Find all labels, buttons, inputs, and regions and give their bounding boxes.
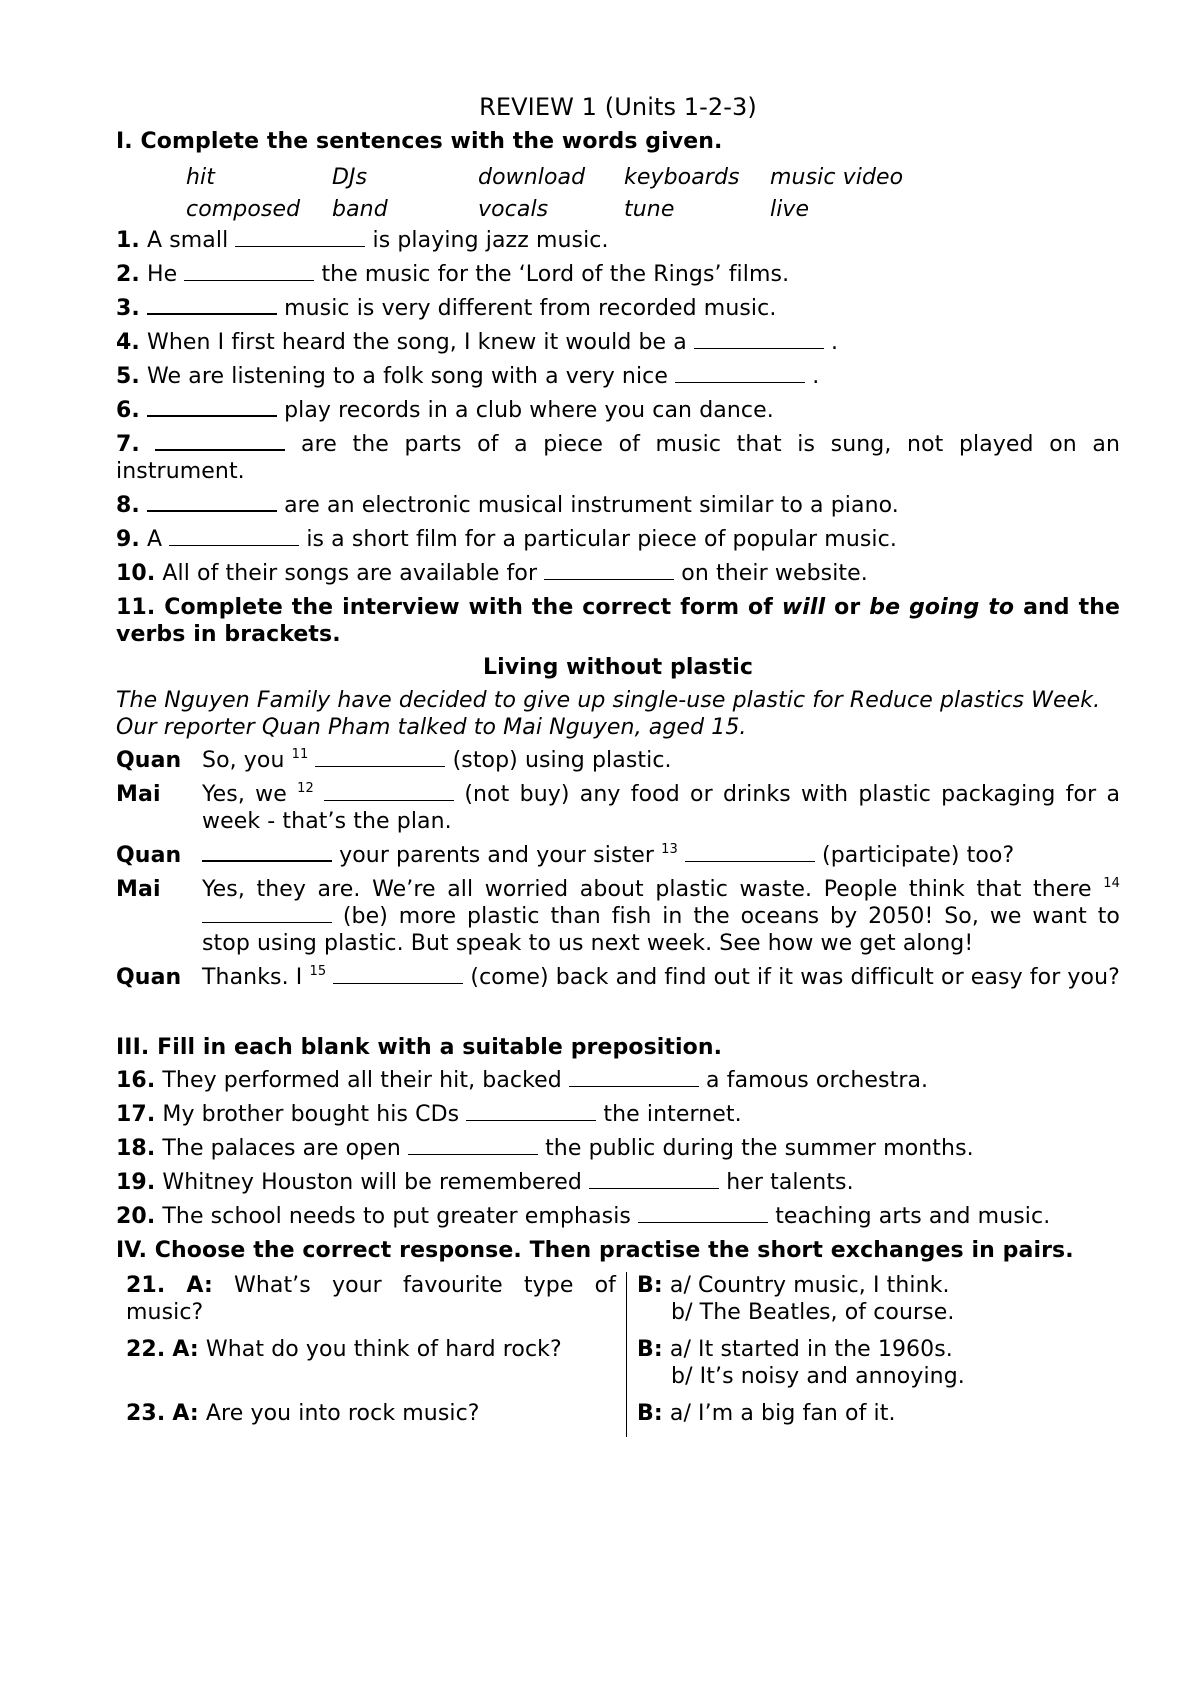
speaker-name: Quan xyxy=(116,748,182,773)
section-3-heading: III. Fill in each blank with a suitable preposition. xyxy=(116,1035,723,1060)
exercise-item-9: 9. A is a short film for a particular piece of popular music. xyxy=(116,527,897,552)
response-option[interactable]: a/ Country music, I think. xyxy=(669,1273,950,1298)
answer-blank[interactable] xyxy=(184,263,314,281)
answer-blank[interactable] xyxy=(147,296,277,315)
answer-blank[interactable] xyxy=(155,432,285,451)
exercise-item-16: 16. They performed all their hit, backed a famous orchestra. xyxy=(116,1068,929,1093)
answer-blank[interactable] xyxy=(324,783,454,801)
dialogue-line: Quan your parents and your sister $^{13}$ (participate) too? xyxy=(116,842,1015,868)
word-bank-row-2 xyxy=(186,195,1120,227)
exercise-item-1: 1. A small is playing jazz music. xyxy=(116,228,609,253)
exercise-item-6: 6. play records in a club where you can dance. xyxy=(116,398,774,423)
answer-blank[interactable] xyxy=(315,749,445,767)
section-4-heading: IV. Choose the correct response. Then practise the short exchanges in pairs. xyxy=(116,1238,1074,1263)
answer-blank[interactable] xyxy=(638,1205,768,1223)
dialogue-line: Quan Thanks. I $^{15}$ (come) back and find out if it was difficult or easy for you? xyxy=(116,964,1120,990)
word-bank-word: vocals xyxy=(478,197,549,222)
section-1-heading: I. Complete the sentences with the words given. xyxy=(116,129,723,154)
dialogue-line: Quan So, you $^{11}$ (stop) using plastic. xyxy=(116,747,672,773)
answer-blank[interactable] xyxy=(147,398,277,417)
answer-blank[interactable] xyxy=(202,905,332,923)
answer-blank[interactable] xyxy=(202,843,332,862)
word-bank-word: keyboards xyxy=(624,165,740,190)
exercise-item-4: 4. When I first heard the song, I knew it would be a . xyxy=(116,330,839,355)
answer-blank[interactable] xyxy=(694,331,824,349)
response-table xyxy=(126,1272,1120,1437)
response-option[interactable]: a/ It started in the 1960s. xyxy=(669,1337,953,1362)
interview-subtitle: Living without plastic xyxy=(482,655,754,680)
word-bank-word: tune xyxy=(624,197,675,222)
question-cell: 21. A: What’s your favourite type of music? xyxy=(126,1273,617,1325)
exercise-item-17: 17. My brother bought his CDs the internet. xyxy=(116,1102,742,1127)
answer-blank[interactable] xyxy=(675,365,805,383)
exercise-item-3: 3. music is very different from recorded music. xyxy=(116,296,777,321)
response-option[interactable]: a/ I’m a big fan of it. xyxy=(669,1401,896,1426)
word-bank-word: DJs xyxy=(332,165,368,190)
word-bank-word: live xyxy=(770,197,810,222)
exercise-item-10: 10. All of their songs are available for on their website. xyxy=(116,561,868,586)
answer-blank[interactable] xyxy=(333,966,463,984)
word-bank-row-1 xyxy=(186,161,1120,195)
speaker-name: Quan xyxy=(116,965,182,990)
interview-intro: The Nguyen Family have decided to give up single-use plastic for Reduce plastics Week. Our reporter Quan Pham talked to Mai Nguyen, aged 15. xyxy=(116,688,1101,740)
answer-blank[interactable] xyxy=(569,1069,699,1087)
speaker-name: Mai xyxy=(116,877,161,902)
question-cell: 23. A: Are you into rock music? xyxy=(126,1401,480,1426)
exercise-item-8: 8. are an electronic musical instrument similar to a piano. xyxy=(116,493,899,518)
answer-blank[interactable] xyxy=(235,229,365,247)
answer-blank[interactable] xyxy=(466,1103,596,1121)
answer-blank[interactable] xyxy=(544,562,674,580)
exercise-item-18: 18. The palaces are open the public during the summer months. xyxy=(116,1136,974,1161)
answer-blank[interactable] xyxy=(147,493,277,512)
dialogue-line: Mai Yes, we $^{12}$ (not buy) any food or drinks with plastic packaging for a week - that’s the plan. xyxy=(116,781,1121,834)
section-2-heading: 11. Complete the interview with the correct form of will or be going to and the verbs in brackets. xyxy=(116,595,1120,647)
word-bank-word: hit xyxy=(186,165,215,190)
response-option[interactable]: b/ The Beatles, of course. xyxy=(671,1300,955,1325)
word-bank-word: composed xyxy=(186,197,301,222)
question-cell: 22. A: What do you think of hard rock? xyxy=(126,1337,562,1362)
word-bank-word: download xyxy=(478,165,586,190)
answer-blank[interactable] xyxy=(408,1137,538,1155)
worksheet-page xyxy=(116,92,1120,1437)
answer-blank[interactable] xyxy=(685,844,815,862)
exercise-item-2: 2. He the music for the ‘Lord of the Rings’ films. xyxy=(116,262,790,287)
exercise-item-19: 19. Whitney Houston will be remembered her talents. xyxy=(116,1170,854,1195)
response-cell: B: a/ I’m a big fan of it. xyxy=(626,1400,1120,1437)
word-bank-word: music video xyxy=(770,165,904,190)
speaker-name: Mai xyxy=(116,782,161,807)
answer-blank[interactable] xyxy=(589,1171,719,1189)
page-title: REVIEW 1 (Units 1-2-3) xyxy=(479,93,757,121)
exercise-item-20: 20. The school needs to put greater emphasis teaching arts and music. xyxy=(116,1204,1051,1229)
response-cell: B: a/ Country music, I think. b/ The Beatles, of course. xyxy=(626,1272,1120,1336)
response-option[interactable]: b/ It’s noisy and annoying. xyxy=(671,1364,965,1389)
response-cell: B: a/ It started in the 1960s. b/ It’s noisy and annoying. xyxy=(626,1336,1120,1400)
speaker-name: Quan xyxy=(116,843,182,868)
word-bank-word: band xyxy=(332,197,388,222)
exercise-item-7: 7. are the parts of a piece of music that is sung, not played on an instrument. xyxy=(116,432,1120,484)
dialogue-line: Mai Yes, they are. We’re all worried about plastic waste. People think that there $^{14}$ (be) more plastic than fish in the oceans by 2050! So, we want to stop using plastic. But speak to us next week. See how we get along! xyxy=(116,876,1121,956)
answer-blank[interactable] xyxy=(169,528,299,546)
exercise-item-5: 5. We are listening to a folk song with a very nice . xyxy=(116,364,820,389)
